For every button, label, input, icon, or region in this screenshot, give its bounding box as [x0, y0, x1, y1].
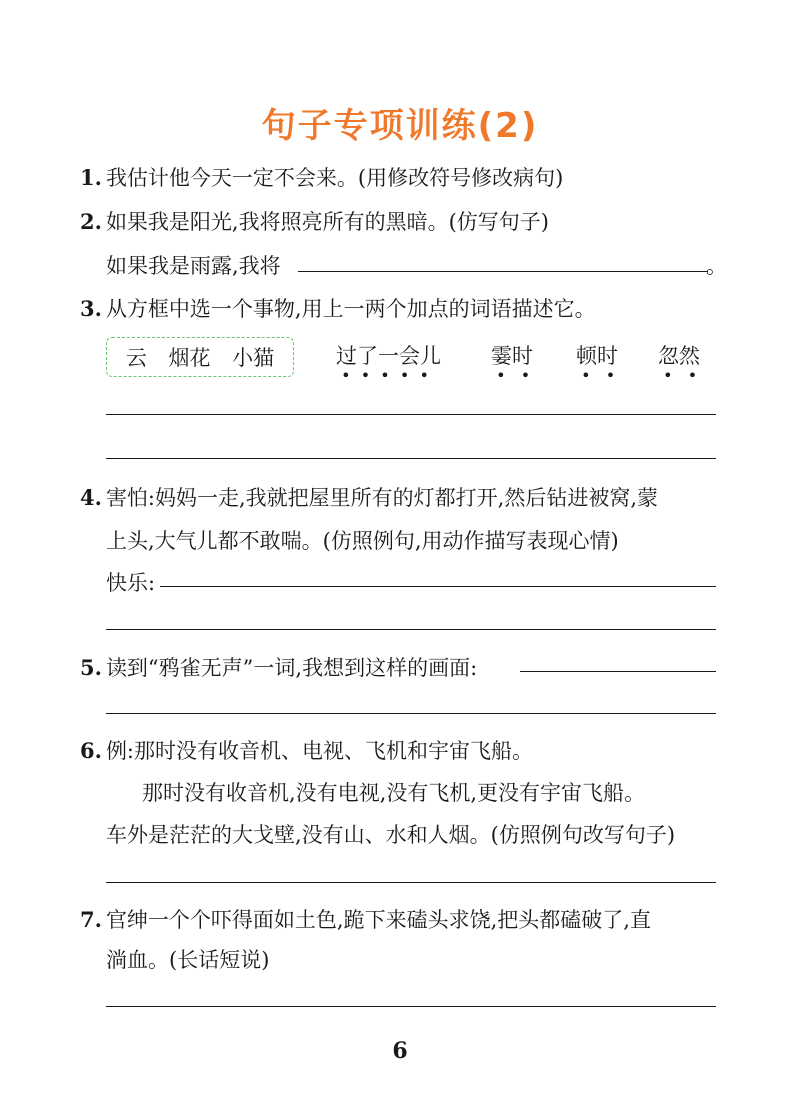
question-text-continued: 车外是茫茫的大戈壁,没有山、水和人烟。(仿照例句改写句子)	[106, 823, 676, 847]
answer-line[interactable]	[106, 629, 716, 630]
question-text: 如果我是阳光,我将照亮所有的黑暗。(仿写句子)	[105, 210, 549, 234]
dotted-word	[336, 340, 441, 385]
emphasis-dots: • •	[658, 366, 698, 385]
question-text-continued: 淌血。(长话短说)	[106, 948, 270, 972]
question-7	[80, 905, 651, 935]
answer-line[interactable]	[106, 414, 716, 415]
question-text: 例:那时没有收音机、电视、飞机和宇宙飞船。	[105, 739, 534, 763]
answer-line[interactable]	[106, 882, 716, 883]
word-text: 过了一会儿	[336, 344, 441, 368]
choice-item: 小猫	[232, 346, 275, 370]
choice-item: 云	[125, 346, 147, 370]
dotted-word	[491, 340, 533, 385]
answer-line[interactable]	[106, 713, 716, 714]
answer-end-mark: 。	[706, 254, 727, 278]
page-title: 句子专项训练(2)	[261, 106, 539, 146]
answer-line[interactable]	[520, 671, 716, 672]
page-number: 6	[392, 1038, 408, 1064]
word-text: 忽然	[658, 344, 700, 368]
choice-item: 烟花	[168, 346, 211, 370]
answer-line[interactable]	[106, 1006, 716, 1007]
question-text: 害怕:妈妈一走,我就把屋里所有的灯都打开,然后钻进被窝,蒙	[105, 486, 659, 510]
word-text: 顿时	[576, 344, 618, 368]
example-sentence: 那时没有收音机,没有电视,没有飞机,更没有宇宙飞船。	[142, 781, 646, 805]
dotted-word	[658, 340, 700, 385]
emphasis-dots: • •	[491, 366, 531, 385]
question-1	[80, 163, 563, 193]
word-text: 霎时	[491, 344, 533, 368]
answer-line[interactable]	[160, 586, 716, 587]
question-6	[80, 736, 533, 766]
answer-line[interactable]	[298, 271, 708, 272]
answer-prompt: 如果我是雨露,我将	[106, 254, 281, 278]
question-number: 5.	[80, 655, 102, 680]
dotted-words	[336, 340, 716, 390]
question-text: 我估计他今天一定不会来。(用修改符号修改病句)	[105, 166, 564, 190]
question-number: 2.	[80, 209, 102, 234]
question-number: 7.	[80, 907, 102, 932]
question-2	[80, 207, 549, 237]
answer-line[interactable]	[106, 458, 716, 459]
question-number: 6.	[80, 738, 102, 763]
dotted-word	[576, 340, 618, 385]
question-number: 4.	[80, 485, 102, 510]
question-text-continued: 上头,大气儿都不敢喘。(仿照例句,用动作描写表现心情)	[106, 529, 619, 553]
question-text: 从方框中选一个事物,用上一两个加点的词语描述它。	[105, 297, 596, 321]
answer-prompt: 快乐:	[106, 571, 156, 595]
emphasis-dots: • •	[576, 366, 616, 385]
question-5	[80, 653, 477, 683]
choice-box	[106, 337, 294, 377]
question-number: 3.	[80, 296, 102, 321]
question-text: 官绅一个个吓得面如土色,跪下来磕头求饶,把头都磕破了,直	[105, 908, 651, 932]
question-text: 读到“鸦雀无声”一词,我想到这样的画面:	[105, 656, 478, 680]
question-number: 1.	[80, 165, 102, 190]
question-3	[80, 294, 596, 324]
question-4	[80, 483, 658, 513]
emphasis-dots: • • • • •	[336, 366, 429, 385]
